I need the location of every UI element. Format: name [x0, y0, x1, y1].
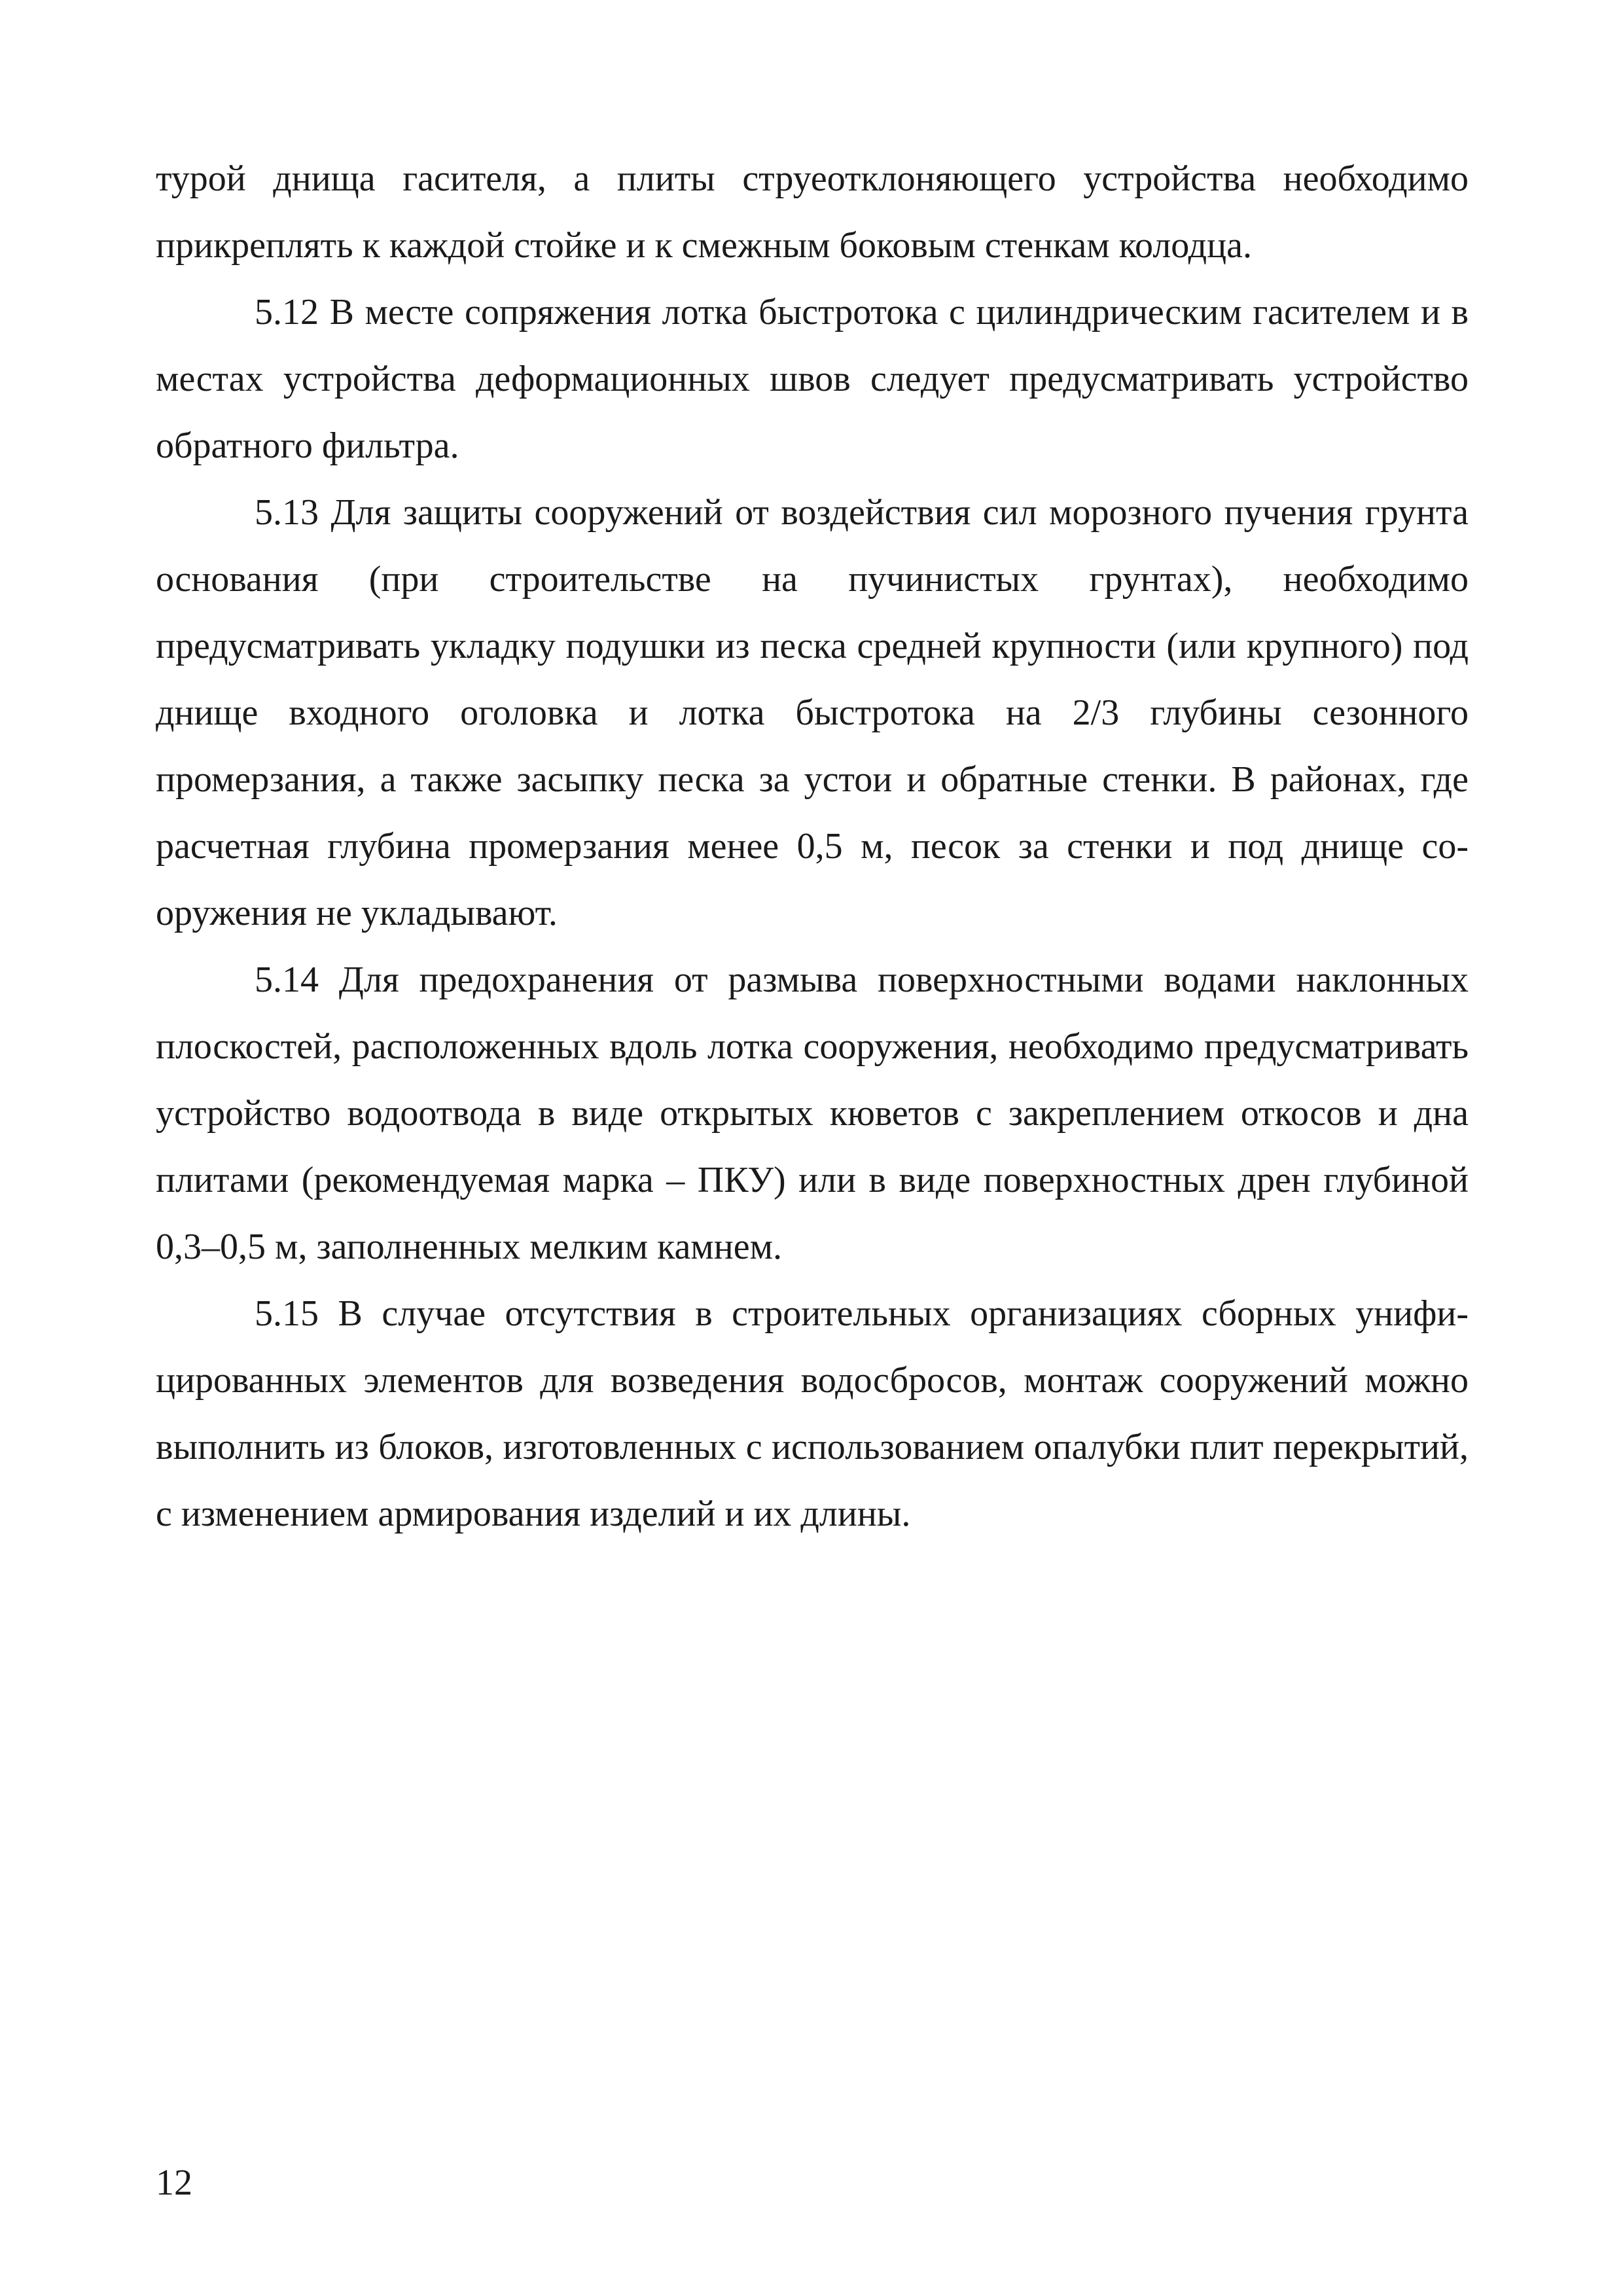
paragraph-5-14: 5.14 Для предохранения от размыва поверхностными водами наклонных плоскостей, расположенных вдоль лотка сооружения, необходимо предусматривать устройство водоотвода в виде открытых кюветов с закреплением откосов и дна плитами (рекомендуемая марка – ПКУ) или в виде поверхностных дрен глубиной 0,3–0,5 м, заполненных мелким камнем.	[156, 960, 1469, 1267]
page-number: 12	[156, 2162, 192, 2203]
paragraph-5-13: 5.13 Для защиты сооружений от воздействия сил морозного пучения грунта основания (при строительстве на пучинистых грунтах), необходимо предусматривать укладку подушки из песка средней крупности (или крупного) под днище входного оголовка и лотка быстротока на 2/3 глубины сезонного промерзания, а также засыпку песка за устои и обратные стенки. В районах, где расчетная глубина промерзания менее 0,5 м, песок за стенки и под днище сооружения не укладывают.	[156, 492, 1469, 933]
paragraph-5-15: 5.15 В случае отсутствия в строительных организациях сборных унифицированных элементов для возведения водосбросов, монтаж сооружений можно выполнить из блоков, изготовленных с использованием опалубки плит перекрытий, с изменением армирования изделий и их длины.	[156, 1293, 1469, 1534]
paragraph-5-12: 5.12 В месте сопряжения лотка быстротока с цилиндрическим гасителем и в местах устройства деформационных швов следует предусматривать устройство обратного фильтра.	[156, 292, 1469, 466]
body-text	[156, 145, 1469, 1547]
paragraph-continuation: турой днища гасителя, а плиты струеотклоняющего устройства необходимо прикреплять к каждой стойке и к смежным боковым стенкам колодца.	[156, 158, 1469, 266]
